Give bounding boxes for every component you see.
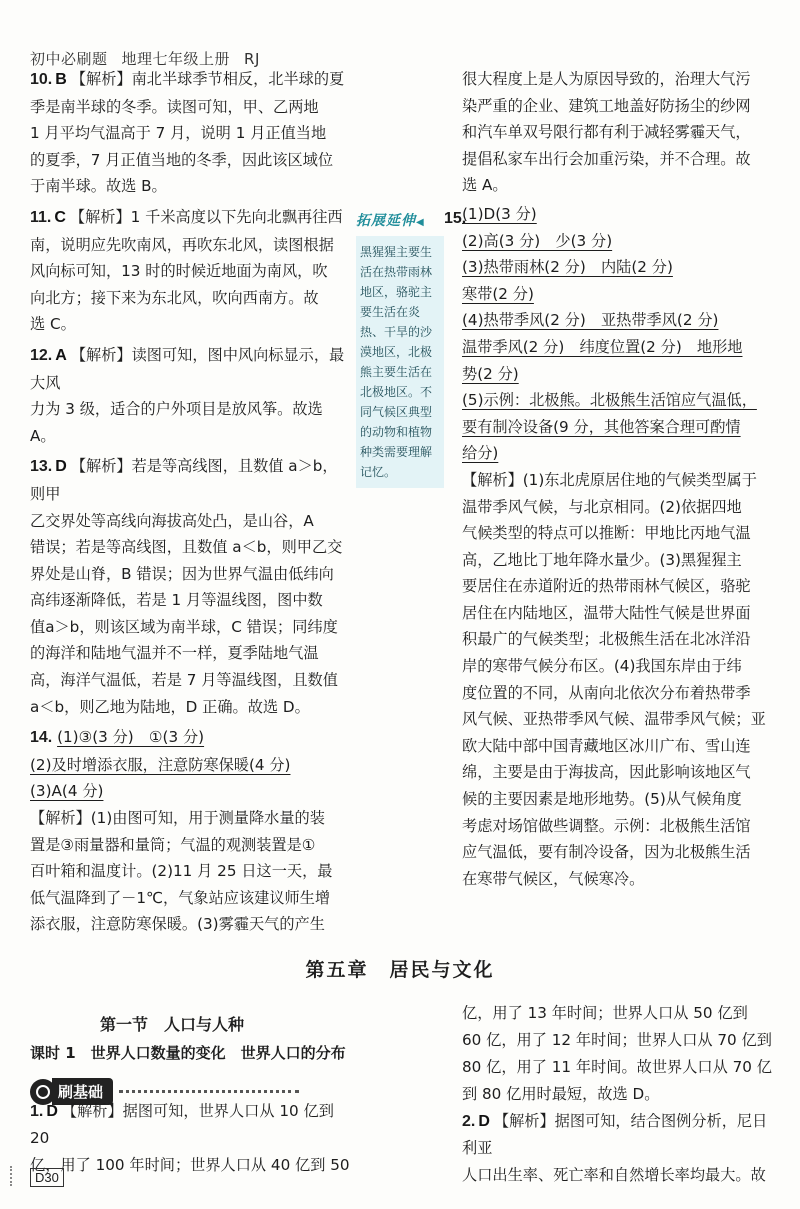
explanation-line: 风气候、亚热带季风气候、温带季风气候；亚 [462,710,766,729]
answer-letter: D [55,458,67,476]
answer-part: (2)高(3 分) 少(3 分) [462,231,613,250]
explanation-line: 要居住在赤道附近的热带雨林气候区，骆驼 [462,577,751,596]
answer-part: (1)D(3 分) [462,204,537,223]
chapter-title: 第五章 居民与文化 [305,959,495,981]
explanation-line: 低气温降到了－1℃，气象站应该建议师生增 [30,888,331,907]
explanation-line: 于南半球。故选 B。 [30,177,167,196]
question-11 [30,204,352,338]
answer-part: 寒带(2 分) [462,284,534,303]
sidebar-line: 黑猩猩主要生 [360,245,433,259]
question-15-number: 15. [444,210,467,227]
explanation-line: 60 亿，用了 12 年时间；世界人口从 70 亿到 [462,1031,772,1049]
answer-part: 温带季风(2 分) 纬度位置(2 分) 地形地 [462,337,743,356]
explanation-line: 季是南半球的冬季。读图可知，甲、乙两地 [30,97,319,116]
question-number: 10. [30,71,53,88]
question-number: 11. [30,208,52,226]
sidebar-line: 要生活在炎 [360,305,421,319]
edition: RJ [244,50,260,68]
explanation-line: 绵，主要是由于海拔高，因此影响该地区气 [462,763,751,782]
sidebar-line: 记忆。 [360,465,397,479]
answer-letter: C [54,208,66,226]
answer-letter: A [55,346,67,364]
answer-part: (3)热带雨林(2 分) 内陆(2 分) [462,258,673,277]
sidebar-line: 活在热带雨林 [360,265,433,279]
explanation-line: 高，乙地比丁地年降水量少。(3)黑猩猩主 [462,550,742,569]
question-15 [462,201,780,892]
question-13 [30,453,352,720]
explanation-line: 界处是山脊，B 错误；因为世界气温由低纬向 [30,564,334,583]
explanation-line: 温带季风气候，与北京相同。(2)依据四地 [462,497,742,516]
book-name: 初中必刷题 [30,50,108,68]
explanation-line: 到 80 亿用时最短，故选 D。 [462,1085,660,1103]
explanation-line: 人口出生率、死亡率和自然增长率均最大。故 [462,1166,766,1184]
badge-label: 刷基础 [52,1078,113,1105]
explanation-line: 居住在内陆地区，温带大陆性气候是世界面 [462,603,751,622]
bottom-left-column [30,1098,352,1179]
continued-line: 和汽车单双号限行都有利于减轻雾霾天气， [462,123,751,142]
explanation-line: 百叶箱和温度计。(2)11 月 25 日这一天，最 [30,862,333,881]
explanation-line: 置是③雨量器和量筒；气温的观测装置是① [30,835,316,854]
question-14 [30,724,352,938]
question-number: 14. [30,729,53,747]
explanation-line: 【解析】1 千米高度以下先向北飘再往西 [69,207,343,226]
question-number: 13. [30,458,53,476]
question-10 [30,66,352,200]
subject-name: 地理七年级上册 [121,50,231,68]
continued-line: 染严重的企业、建筑工地盖好防扬尘的纱网 [462,96,751,115]
question-12 [30,342,352,449]
answer-letter: D [46,1103,58,1120]
answer-part: 要有制冷设备(9 分，其他答案合理可酌情 [462,417,741,436]
explanation-line: 乙交界处等高线向海拔高处凸，是山谷，A [30,511,314,530]
explanation-line: 错误；若是等高线图，且数值 a＜b，则甲乙交 [30,538,343,557]
explanation-line: 向北方；接下来为东北风，吹向西南方。故 [30,288,319,307]
answer-part: (5)示例：北极熊。北极熊生活馆应气温低， [462,391,757,410]
page-edge-dots [10,1166,30,1186]
explanation-line: 1 月平均气温高于 7 月，说明 1 月正值当地 [30,124,327,143]
sidebar-note [356,236,444,488]
answer-letter: D [478,1113,490,1130]
explanation-line: 【解析】南北半球季节相反，北半球的夏 [70,70,345,88]
continued-line: 提倡私家车出行会加重污染，并不合理。故 [462,149,751,168]
sidebar-line: 种类需要理解 [360,445,433,459]
extension-sidebar [356,210,456,488]
dotted-divider [119,1090,299,1093]
sidebar-line: 热、干旱的沙 [360,325,433,339]
question-number: 1. [30,1103,44,1120]
answer-part: (3)A(4 分) [30,782,104,801]
explanation-line: 在寒带气候区，气候寒冷。 [462,869,645,888]
explanation-line: 积最广的气候类型；北极熊生活在北冰洋沿 [462,630,751,649]
explanation-line: 考虑对场馆做些调整。示例：北极熊生活馆 [462,816,751,835]
explanation-line: 80 亿，用了 11 年时间。故世界人口从 70 亿 [462,1058,772,1076]
explanation-line: 南，说明应先吹南风，再吹东北风，读图根据 [30,235,334,254]
answer-letter: B [55,71,67,88]
explanation-line: 添衣服，注意防寒保暖。(3)雾霾天气的产生 [30,915,325,934]
explanation-line: 【解析】(1)由图可知，用于测量降水量的装 [30,809,325,828]
sidebar-line: 地区，骆驼主 [360,285,433,299]
explanation-line: 应气温低，要有制冷设备，因为北极熊生活 [462,843,751,862]
explanation-line: 的夏季，7 月正值当地的冬季，因此该区域位 [30,150,334,169]
explanation-line: 【解析】(1)东北虎原居住地的气候类型属于 [462,470,757,489]
answer-part: 势(2 分) [462,364,519,383]
sidebar-line: 的动物和植物 [360,425,433,439]
answer-part: (4)热带季风(2 分) 亚热带季风(2 分) [462,311,719,330]
explanation-line: 亿，用了 13 年时间；世界人口从 50 亿到 [462,1004,748,1022]
sidebar-line: 北极地区。不 [360,385,433,399]
explanation-line: 【解析】若是等高线图，且数值 a＞b，则甲 [30,457,338,503]
explanation-line: 【解析】据图可知，结合图例分析，尼日利亚 [462,1112,768,1157]
question-number: 12. [30,346,53,364]
answer-part: (2)及时增添衣服，注意防寒保暖(4 分) [30,755,291,774]
explanation-line: a＜b，则乙地为陆地，D 正确。故选 D。 [30,697,310,716]
explanation-line: 岸的寒带气候分布区。(4)我国东岸由于纬 [462,657,742,676]
lesson-title: 课时 1 世界人口数量的变化 世界人口的分布 [30,1044,346,1062]
left-column [30,66,352,938]
sidebar-line: 熊主要生活在 [360,365,433,379]
explanation-line: 值a＞b，则该区域为南半球，C 错误；同纬度 [30,617,338,636]
explanation-line: 气候类型的特点可以推断：甲地比丙地气温 [462,524,751,543]
explanation-line: 高，海洋气温低，若是 7 月等温线图，且数值 [30,671,338,690]
bottom-right-column [462,1000,780,1189]
explanation-line: 选 C。 [30,315,76,334]
explanation-line: 的海洋和陆地气温并不一样，夏季陆地气温 [30,644,319,663]
explanation-line: 【解析】读图可知，图中风向标显示，最大风 [30,345,345,392]
section-title: 第一节 人口与人种 [100,1015,245,1034]
right-column [462,66,780,892]
sidebar-line: 同气候区典型 [360,405,433,419]
explanation-line: 风向标可知，13 时的时候近地面为南风，吹 [30,262,328,281]
explanation-line: 亿，用了 100 年时间；世界人口从 40 亿到 50 [30,1156,350,1174]
explanation-line: 欧大陆中部中国青藏地区冰川广布、雪山连 [462,736,751,755]
sidebar-line: 漠地区，北极 [360,345,433,359]
answer-part: (1)③(3 分) ①(3 分) [57,728,205,747]
explanation-line: 度位置的不同，从南向北依次分布着热带季 [462,683,751,702]
continued-line: 选 A。 [462,176,508,195]
sidebar-title: 拓展延伸 [356,213,416,229]
explanation-line: 候的主要因素是地形地势。(5)从气候角度 [462,790,742,809]
triangle-icon: ◀ [416,217,424,228]
explanation-line: 力为 3 级，适合的户外项目是放风筝。故选 A。 [30,400,323,445]
continued-line: 很大程度上是人为原因导致的，治理大气污 [462,70,751,88]
question-number: 2. [462,1113,476,1130]
explanation-line: 高纬逐渐降低，若是 1 月等温线图，图中数 [30,591,323,610]
answer-part: 给分) [462,444,499,463]
page-number: D30 [30,1168,64,1187]
explanation-line: 【解析】据图可知，世界人口从 10 亿到 20 [30,1102,334,1147]
